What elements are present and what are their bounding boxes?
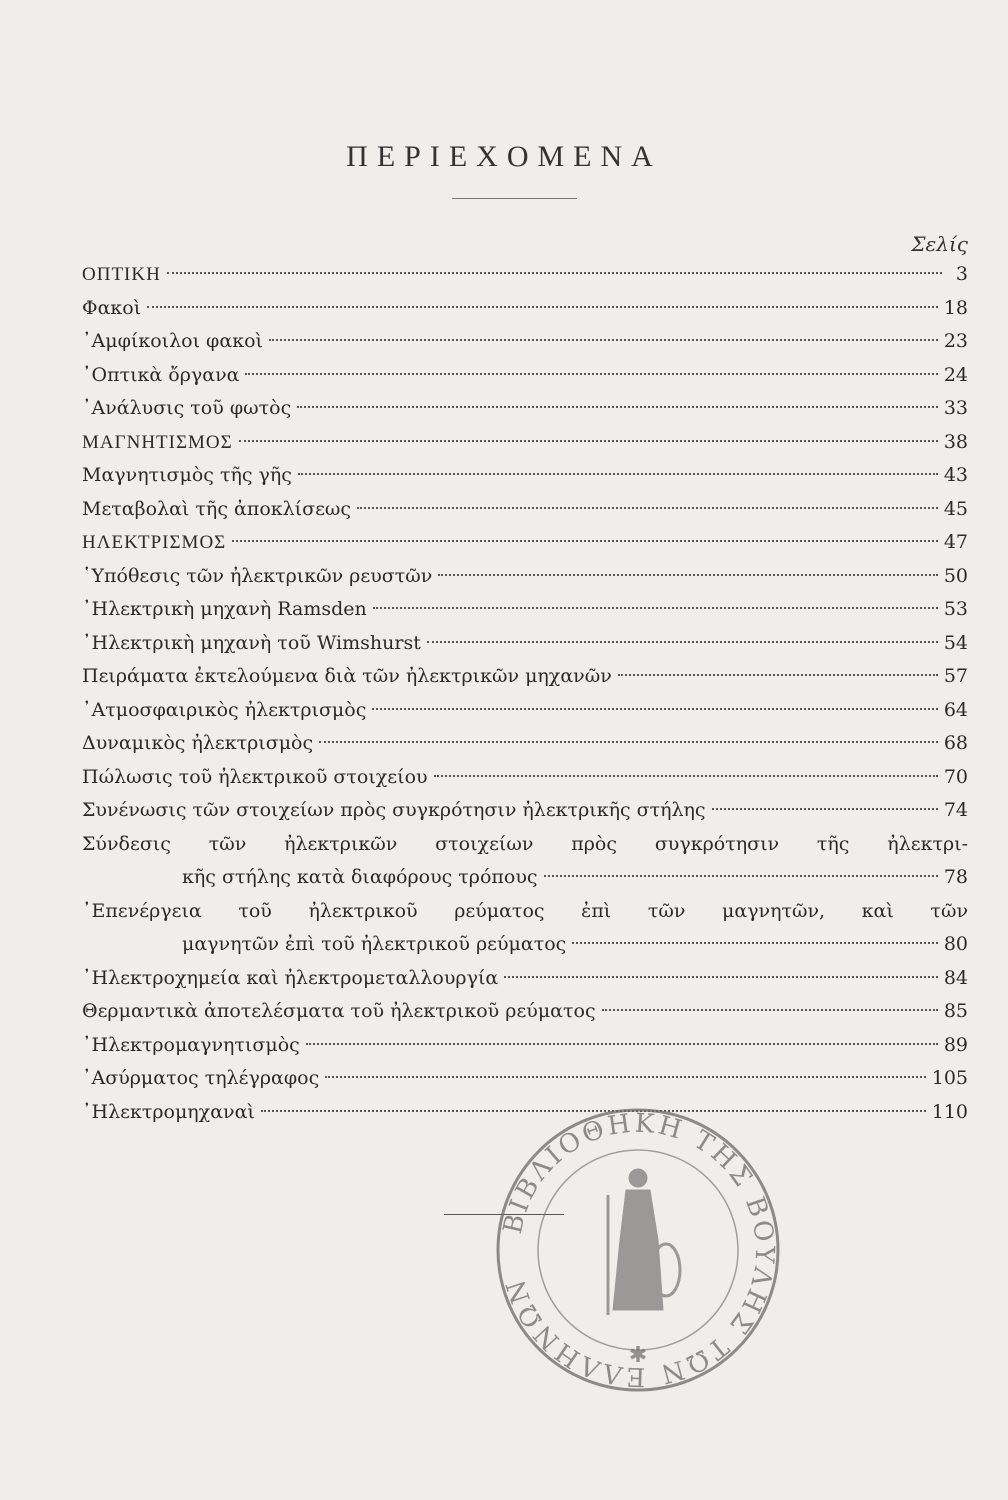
dot-leader xyxy=(239,439,938,442)
toc-entry xyxy=(82,962,968,996)
toc-page-number: 47 xyxy=(943,531,968,553)
dot-leader xyxy=(372,707,937,710)
toc-entry-label: ᾿Ηλεκτροχημεία καὶ ἠλεκτρομεταλλουργία xyxy=(82,966,499,989)
dot-leader xyxy=(232,539,938,542)
toc-page-number: 89 xyxy=(943,1033,968,1056)
dot-leader xyxy=(269,338,938,341)
toc-entry-label: ᾿Οπτικὰ ὄργανα xyxy=(82,363,240,386)
toc-entry xyxy=(82,493,968,527)
toc-entry-label-cont: μαγνητῶν ἐπὶ τοῦ ἠλεκτρικοῦ ρεύματος xyxy=(182,933,567,955)
toc-entry-label: ΟΠΤΙΚΗ xyxy=(82,264,161,285)
dot-leader xyxy=(504,975,938,978)
toc-page-number: 68 xyxy=(943,732,968,754)
toc-entry xyxy=(82,761,968,795)
toc-entry-label: Μεταβολαὶ τῆς ἀποκλίσεως xyxy=(82,497,352,520)
toc-page-number: 18 xyxy=(943,296,968,319)
library-stamp xyxy=(488,1100,788,1400)
toc-entry-label: ΜΑΓΝΗΤΙΣΜΟΣ xyxy=(82,431,233,453)
toc-entry xyxy=(82,459,968,493)
toc-entry xyxy=(82,258,968,292)
dot-leader xyxy=(167,271,942,274)
table-of-contents xyxy=(82,258,968,1129)
stamp-text: ΒΙΒΛΙΟΘΗΚΗ ΤΗΣ ΒΟΥΛΗΣ ΤΩΝ ΕΛΛΗΝΩΝ xyxy=(497,1108,780,1392)
toc-entry-label: Δυναμικὸς ἠλεκτρισμὸς xyxy=(82,732,314,754)
toc-entry-label: Μαγνητισμὸς τῆς γῆς xyxy=(82,464,292,486)
toc-entry-label: ΗΛΕΚΤΡΙΣΜΟΣ xyxy=(82,532,227,553)
toc-entry-continuation xyxy=(82,928,968,962)
toc-page-number: 50 xyxy=(943,564,968,587)
toc-page-number: 78 xyxy=(943,866,968,888)
toc-entry xyxy=(82,1062,968,1096)
toc-entry xyxy=(82,794,968,828)
toc-entry-label: ῾Υπόθεσις τῶν ἠλεκτρικῶν ρευστῶν xyxy=(82,564,433,587)
dot-leader xyxy=(373,606,938,609)
toc-entry-label: ᾿Επενέργεια τοῦ ἠλεκτρικοῦ ρεύματος ἐπὶ τῶν μαγνητῶν, καὶ τῶν xyxy=(82,899,968,922)
toc-entry xyxy=(82,627,968,661)
toc-page-number: 110 xyxy=(931,1100,968,1123)
toc-entry-label: Συνένωσις τῶν στοιχείων πρὸς συγκρότησιν ἠλεκτρικῆς στήλης xyxy=(82,799,706,821)
toc-entry-label: ᾿Αμφίκοιλοι φακοὶ xyxy=(82,330,263,352)
toc-entry-continuation xyxy=(82,861,968,895)
dot-leader xyxy=(602,1008,938,1011)
toc-page-number: 74 xyxy=(943,799,968,821)
toc-page-number: 70 xyxy=(943,765,968,788)
toc-page-number: 85 xyxy=(943,1000,968,1022)
dot-leader xyxy=(618,673,938,676)
dot-leader xyxy=(434,774,938,777)
dot-leader xyxy=(319,740,938,743)
dot-leader xyxy=(357,506,938,509)
star-icon: ✱ xyxy=(628,1343,648,1368)
athena-figure-icon xyxy=(608,1169,680,1315)
toc-page-number: 33 xyxy=(943,397,968,419)
toc-entry-label: ᾿Ηλεκτρομαγνητισμὸς xyxy=(82,1033,300,1056)
toc-page-number: 57 xyxy=(943,665,968,687)
toc-page-number: 45 xyxy=(943,497,968,520)
dot-leader xyxy=(306,1042,938,1045)
toc-entry-label: ᾿Ανάλυσις τοῦ φωτὸς xyxy=(82,397,292,419)
toc-entry-label: Πειράματα ἐκτελούμενα διὰ τῶν ἠλεκτρικῶν μηχανῶν xyxy=(82,665,612,687)
dot-leader xyxy=(297,405,938,408)
toc-entry xyxy=(82,526,968,560)
toc-entry-label: Φακοὶ xyxy=(82,296,142,319)
toc-page-number: 24 xyxy=(943,363,968,386)
toc-entry xyxy=(82,694,968,728)
toc-entry xyxy=(82,359,968,393)
dot-leader xyxy=(245,372,937,375)
toc-page-number: 23 xyxy=(943,330,968,352)
toc-entry xyxy=(82,325,968,359)
dot-leader xyxy=(572,941,938,944)
toc-entry xyxy=(82,292,968,326)
toc-entry-label-cont: κῆς στήλης κατὰ διαφόρους τρόπους xyxy=(182,866,538,888)
toc-entry-label: ᾿Ασύρματος τηλέγραφος xyxy=(82,1067,320,1089)
dot-leader xyxy=(325,1075,925,1078)
toc-entry-label: ᾿Ηλεκτρομηχαναὶ xyxy=(82,1100,255,1123)
toc-entry xyxy=(82,392,968,426)
toc-entry xyxy=(82,593,968,627)
toc-entry xyxy=(82,995,968,1029)
toc-entry-label: ᾿Ατμοσφαιρικὸς ἠλεκτρισμὸς xyxy=(82,698,367,721)
dot-leader xyxy=(147,305,938,308)
toc-entry xyxy=(82,660,968,694)
page-column-header: Σελίς xyxy=(911,232,968,256)
dot-leader xyxy=(427,640,938,643)
title-rule xyxy=(452,198,577,199)
toc-entry xyxy=(82,1029,968,1063)
toc-entry xyxy=(82,426,968,460)
toc-page-number: 84 xyxy=(943,966,968,989)
toc-entry-label: ᾿Ηλεκτρικὴ μηχανὴ Ramsden xyxy=(82,598,367,620)
toc-entry-label: ᾿Ηλεκτρικὴ μηχανὴ τοῦ Wimshurst xyxy=(82,631,421,654)
toc-page-number: 64 xyxy=(943,698,968,721)
toc-entry-label: Θερμαντικὰ ἀποτελέσματα τοῦ ἠλεκτρικοῦ ρεύματος xyxy=(82,1000,596,1022)
toc-page-number: 38 xyxy=(943,430,968,453)
toc-page-number: 43 xyxy=(943,464,968,486)
toc-entry xyxy=(82,828,968,895)
dot-leader xyxy=(712,807,938,810)
toc-page-number: 53 xyxy=(943,598,968,620)
toc-page-number: 3 xyxy=(955,263,968,285)
toc-entry-label: Πώλωσις τοῦ ἠλεκτρικοῦ στοιχείου xyxy=(82,765,428,788)
toc-page-number: 80 xyxy=(943,933,968,955)
toc-entry xyxy=(82,727,968,761)
dot-leader xyxy=(298,472,938,475)
toc-entry-label: Σύνδεσις τῶν ἠλεκτρικῶν στοιχείων πρὸς συγκρότησιν τῆς ἠλεκτρι- xyxy=(82,832,968,855)
toc-page-number: 54 xyxy=(943,631,968,654)
toc-page-number: 105 xyxy=(931,1067,968,1089)
page-title: ΠΕΡΙΕΧΟΜΕΝΑ xyxy=(346,140,662,173)
toc-entry xyxy=(82,560,968,594)
toc-entry xyxy=(82,895,968,962)
dot-leader xyxy=(544,874,938,877)
dot-leader xyxy=(438,573,938,576)
